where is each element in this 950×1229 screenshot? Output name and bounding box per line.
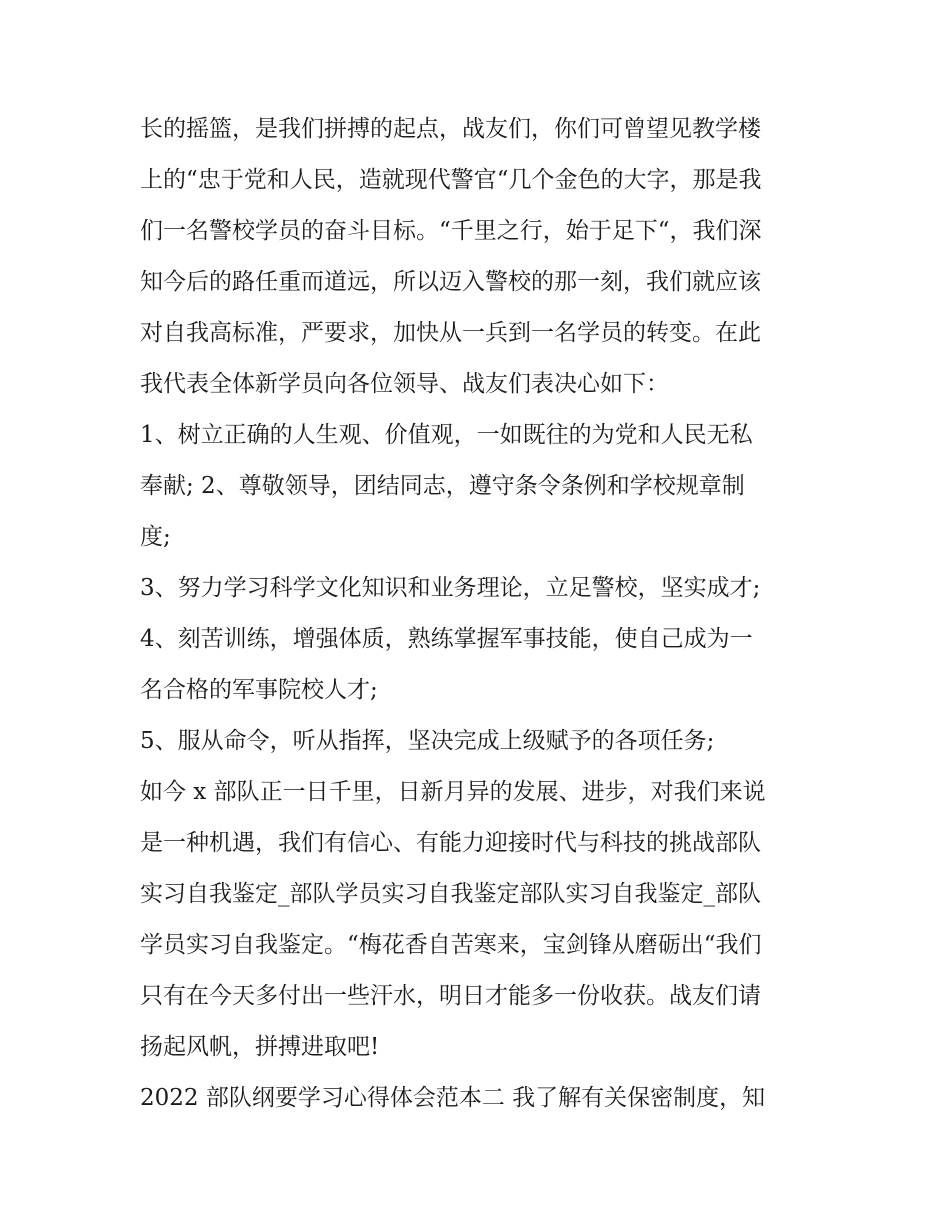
text-line: 上的“忠于党和人民，造就现代警官“几个金色的大字，那是我 [140,167,762,193]
text-line: 对自我高标准，严要求，加快从一兵到一名学员的转变。在此 [140,320,761,346]
text-line: 我代表全体新学员向各位领导、战友们表决心如下： [140,371,669,397]
text-line: 5、服从命令，听从指挥，坚决完成上级赋予的各项任务; [140,728,715,754]
text-line: 知今后的路任重而道远，所以迈入警校的那一刻，我们就应该 [140,269,761,295]
text-line: 是一种机遇，我们有信心、有能力迎接时代与科技的挑战部队 [140,830,761,856]
text-line: 2022 部队纲要学习心得体会范本二 我了解有关保密制度，知 [140,1085,766,1111]
text-line: 学员实习自我鉴定。“梅花香自苦寒来，宝剑锋从磨砺出“我们 [140,932,762,958]
text-line: 实习自我鉴定_部队学员实习自我鉴定部队实习自我鉴定_部队 [140,881,761,907]
text-line: 1、树立正确的人生观、价值观，一如既往的为党和人民无私 [140,422,753,448]
text-line: 4、刻苦训练，增强体质，熟练掌握军事技能，使自己成为一 [140,626,753,652]
text-line: 名合格的军事院校人才; [140,677,378,703]
text-line: 3、努力学习科学文化知识和业务理论，立足警校，坚实成才; [140,575,761,601]
body-text [140,104,820,1124]
text-line: 扬起风帆，拼搏进取吧! [140,1034,380,1060]
text-line: 只有在今天多付出一些汗水，明日才能多一份收获。战友们请 [140,983,761,1009]
text-line: 们一名警校学员的奋斗目标。“千里之行，始于足下“，我们深 [140,218,762,244]
text-line: 长的摇篮，是我们拼搏的起点，战友们，你们可曾望见教学楼 [140,116,761,142]
text-line: 度; [140,524,171,550]
text-line: 如今 x 部队正一日千里，日新月异的发展、进步，对我们来说 [140,779,766,805]
text-line: 奉献; 2、尊敬领导，团结同志，遵守条令条例和学校规章制 [140,473,745,499]
